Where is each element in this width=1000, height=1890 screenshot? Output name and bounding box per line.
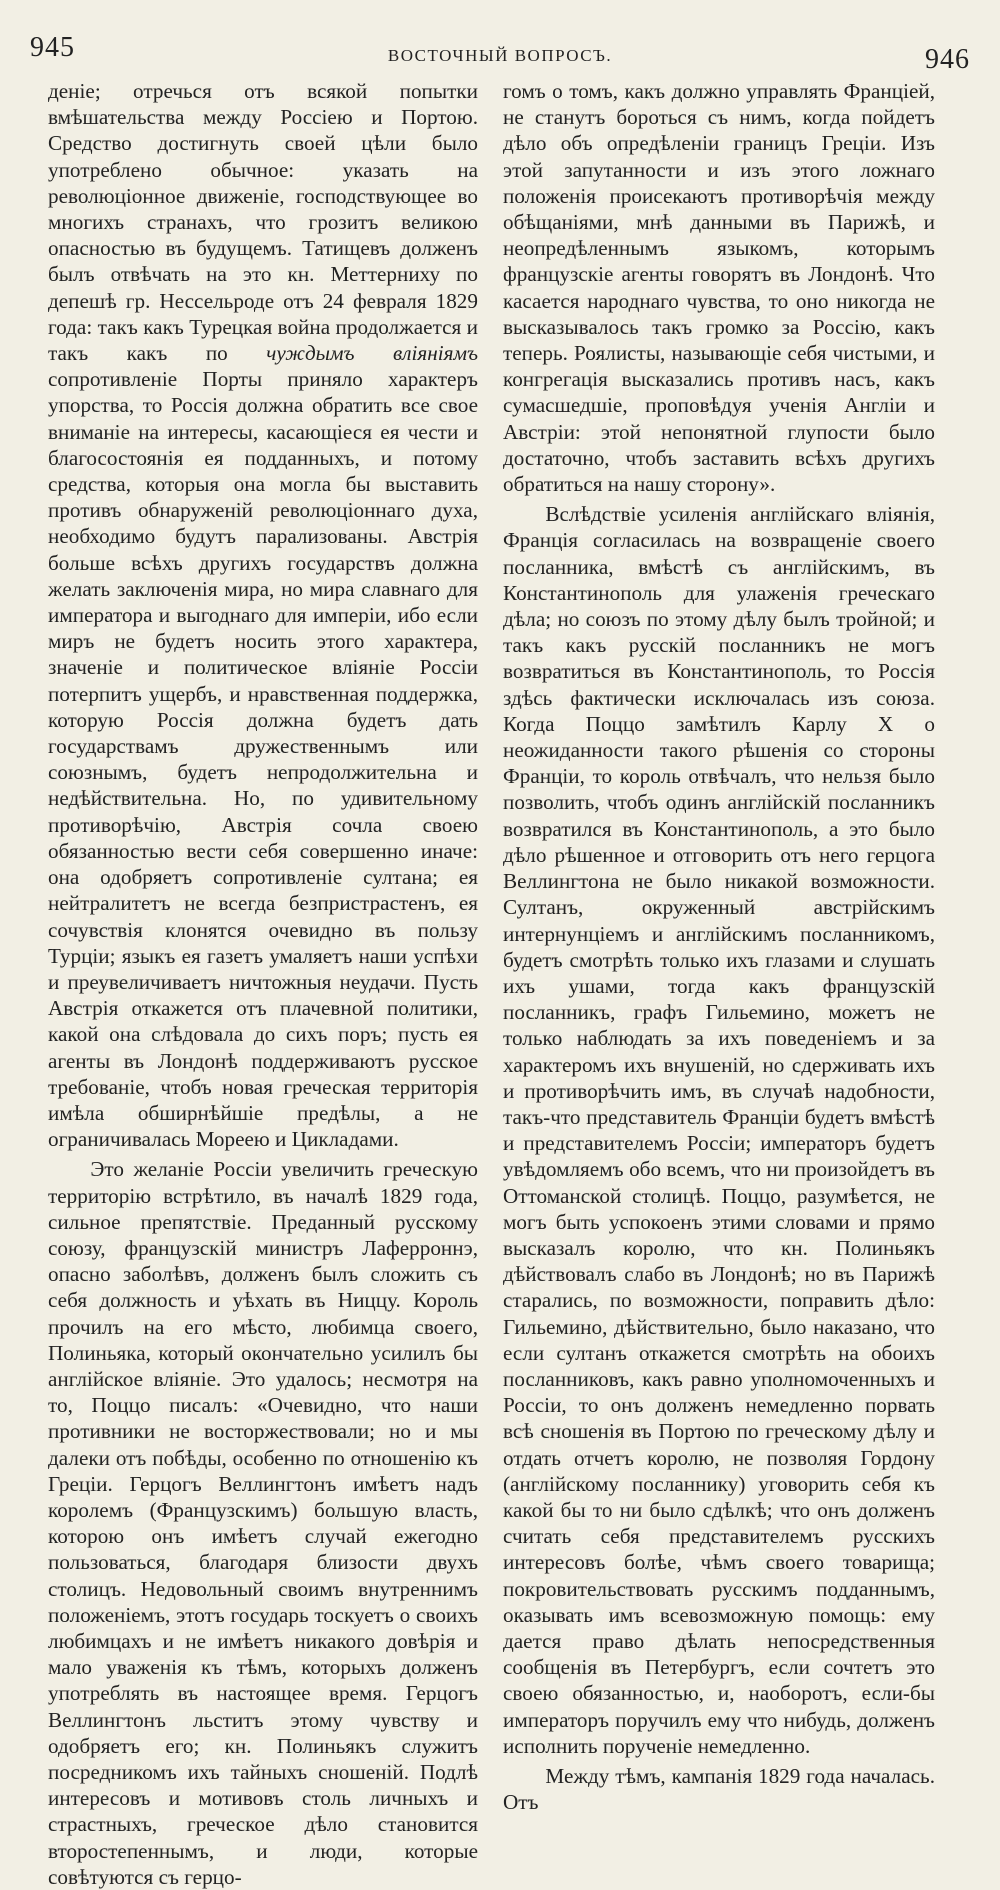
left-column	[48, 78, 478, 1890]
left-paragraph-2: Это желаніе Россіи увеличить греческую территорію встрѣтило, въ началѣ 1829 года, сильное препятствіе. Преданный русскому союзу, французскій министръ Лаферроннэ, опасно заболѣвъ, долженъ былъ сложить съ себя должность и уѣхать въ Ниццу. Король прочилъ на его мѣсто, любимца своего, Полиньяка, который окончательно усилилъ бы англійское вліяніе. Это удалось; несмотря на то, Поццо писалъ: «Очевидно, что наши противники не восторжествовали; но и мы далеки отъ побѣды, особенно по отношенію къ Греціи. Герцогъ Веллингтонъ имѣетъ надъ королемъ (Французскимъ) большую власть, которою онъ имѣетъ случай ежегодно пользоваться, благодаря близости двухъ столицъ. Недовольный своимъ внутреннимъ положеніемъ, этотъ государь тоскуетъ о своихъ любимцахъ и не имѣетъ никакого довѣрія и мало уваженія къ тѣмъ, которыхъ долженъ употреблять въ настоящее время. Герцогъ Веллингтонъ льститъ этому чувству и одобряетъ его; кн. Полиньякъ служитъ посредникомъ ихъ тайныхъ сношеній. Подлѣ интересовъ и мотивовъ столь личныхъ и страстныхъ, греческое дѣло становится второстепеннымъ, и люди, которые совѣтуются съ герцо-	[48, 1157, 478, 1889]
left-paragraph-1-text-b: сопротивленіе Порты приняло характеръ упорства, то Россія должна обратить все свое вниманіе на интересы, касающіеся ея чести и благосостоянія ея подданныхъ, и потому средства, которыя она могла бы выставить противъ обнаруженій революціоннаго духа, необходимо будутъ парализованы. Австрія больше всѣхъ другихъ государствъ должна желать заключенія мира, но мира славнаго для императора и выгоднаго для имперіи, ибо если миръ не будетъ носить этого характера, значеніе и политическое вліяніе Россіи потерпитъ ущербъ, и нравственная поддержка, которую Россія должна будетъ дать государствамъ дружественнымъ или союзнымъ, будетъ непродолжительна и недѣйствительна. Но, по удивительному противорѣчію, Австрія сочла своею обязанностью вести себя совершенно иначе: она одобряетъ сопротивленіе султана; ея нейтралитетъ не всегда безпристрастенъ, ея сочувствія клонятся очевидно въ пользу Турціи; языкъ ея газетъ умаляетъ наши успѣхи и преувеличиваетъ ничтожныя неудачи. Пусть Австрія откажется отъ плачевной политики, какой она слѣдовала до сихъ поръ; пусть ея агенты въ Лондонѣ поддерживаютъ русское требованіе, чтобъ новая греческая территорія имѣла обширнѣйшіе предѣлы, а не ограничивалась Мореею и Цикладами.	[48, 367, 478, 1152]
left-paragraph-1	[48, 78, 478, 1152]
italic-phrase: чуждымъ вліяніямъ	[266, 341, 478, 366]
right-column	[503, 78, 935, 1815]
right-paragraph-1: гомъ о томъ, какъ должно управлять Франціей, не станутъ бороться съ нимъ, когда пойдетъ дѣло объ опредѣленіи границъ Греціи. Изъ этой запутанности и изъ этого ложнаго положенія происекаютъ противорѣчія между обѣщаніями, мнѣ данными въ Парижѣ, и неопредѣленнымъ языкомъ, которымъ французскіе агенты говорятъ въ Лондонѣ. Что касается народнаго чувства, то оно никогда не высказывалось такъ громко за Россію, какъ теперь. Роялисты, называющіе себя чистыми, и конгрегація высказались противъ насъ, какъ сумасшедшіе, проповѣдуя ученія Англіи и Австріи: этой непонятной глупости было достаточно, чтобъ заставить всѣхъ другихъ обратиться на нашу сторону».	[503, 79, 935, 497]
page-number-right: 946	[925, 44, 970, 75]
right-paragraph-3: Между тѣмъ, кампанія 1829 года началась. Отъ	[503, 1764, 935, 1815]
running-title: ВОСТОЧНЫЙ ВОПРОСЪ.	[387, 46, 613, 65]
right-paragraph-2: Вслѣдствіе усиленія англійскаго вліянія, Франція согласилась на возвращеніе своего посланника, вмѣстѣ съ англійскимъ, въ Константинополь для улаженія греческаго дѣла; но союзъ по этому дѣлу былъ тройной; и такъ какъ русскій посланникъ не могъ возвратиться въ Константинополь, то Россія здѣсь фактически исключалась изъ союза. Когда Поццо замѣтилъ Карлу X о неожиданности такого рѣшенія со стороны Франціи, то король отвѣчалъ, что нельзя было позволить, чтобъ одинъ англійскій посланникъ возвратился въ Константинополь, а это было дѣло рѣшенное и отговорить отъ него герцога Веллингтона не было никакой возможности. Султанъ, окруженный австрійскимъ интернунціемъ и англійскимъ посланникомъ, будетъ смотрѣть только ихъ глазами и слушать ихъ ушами, тогда какъ французскій посланникъ, графъ Гильемино, можетъ не только наблюдать за ихъ поведеніемъ и за характеромъ ихъ внушеній, но сдерживать ихъ и противорѣчить имъ, въ случаѣ надобности, такъ-что представитель Франціи будетъ вмѣстѣ и представителемъ Россіи; императоръ будетъ увѣдомляемъ обо всемъ, что ни произойдетъ въ Оттоманской столицѣ. Поццо, разумѣется, не могъ быть успокоенъ этими словами и прямо высказалъ королю, что кн. Полиньякъ дѣйствовалъ слабо въ Лондонѣ; но въ Парижѣ старались, по возможности, поправить дѣло: Гильемино, дѣйствительно, было наказано, что если султанъ откажется смотрѣть на обоихъ посланниковъ, какъ равно уполномоченныхъ и Россіи, то онъ долженъ немедленно порвать всѣ сношенія въ Портою по греческому дѣлу и отдать отчетъ королю, не позволяя Гордону (англійскому посланнику) уговорить себя къ какой бы то ни было сдѣлкѣ; что онъ долженъ считать себя представителемъ русскихъ интересовъ болѣе, чѣмъ своего товарища; покровительствовать русскимъ подданнымъ, оказывать имъ всевозможную помощь: ему дается право дѣлать непосредственныя сообщенія въ Петербургъ, если сочтетъ это своею обязанностью, и, наоборотъ, если-бы императоръ поручилъ ему что нибудь, долженъ исполнить порученіе немедленно.	[503, 502, 935, 1758]
page-number-left: 945	[30, 32, 75, 63]
left-paragraph-1-text-a: деніе; отречься отъ всякой попытки вмѣшательства между Россіею и Портою. Средство достигнуть своей цѣли было употреблено обычное: указать на революціонное движеніе, господствующее во многихъ странахъ, что грозитъ великою опасностью въ будущемъ. Татищевъ долженъ былъ отвѣчать на это кн. Меттерниху по депешѣ гр. Нессельроде отъ 24 февраля 1829 года: такъ какъ Турецкая война продолжается и такъ какъ по	[48, 79, 478, 366]
page-header	[0, 28, 1000, 78]
